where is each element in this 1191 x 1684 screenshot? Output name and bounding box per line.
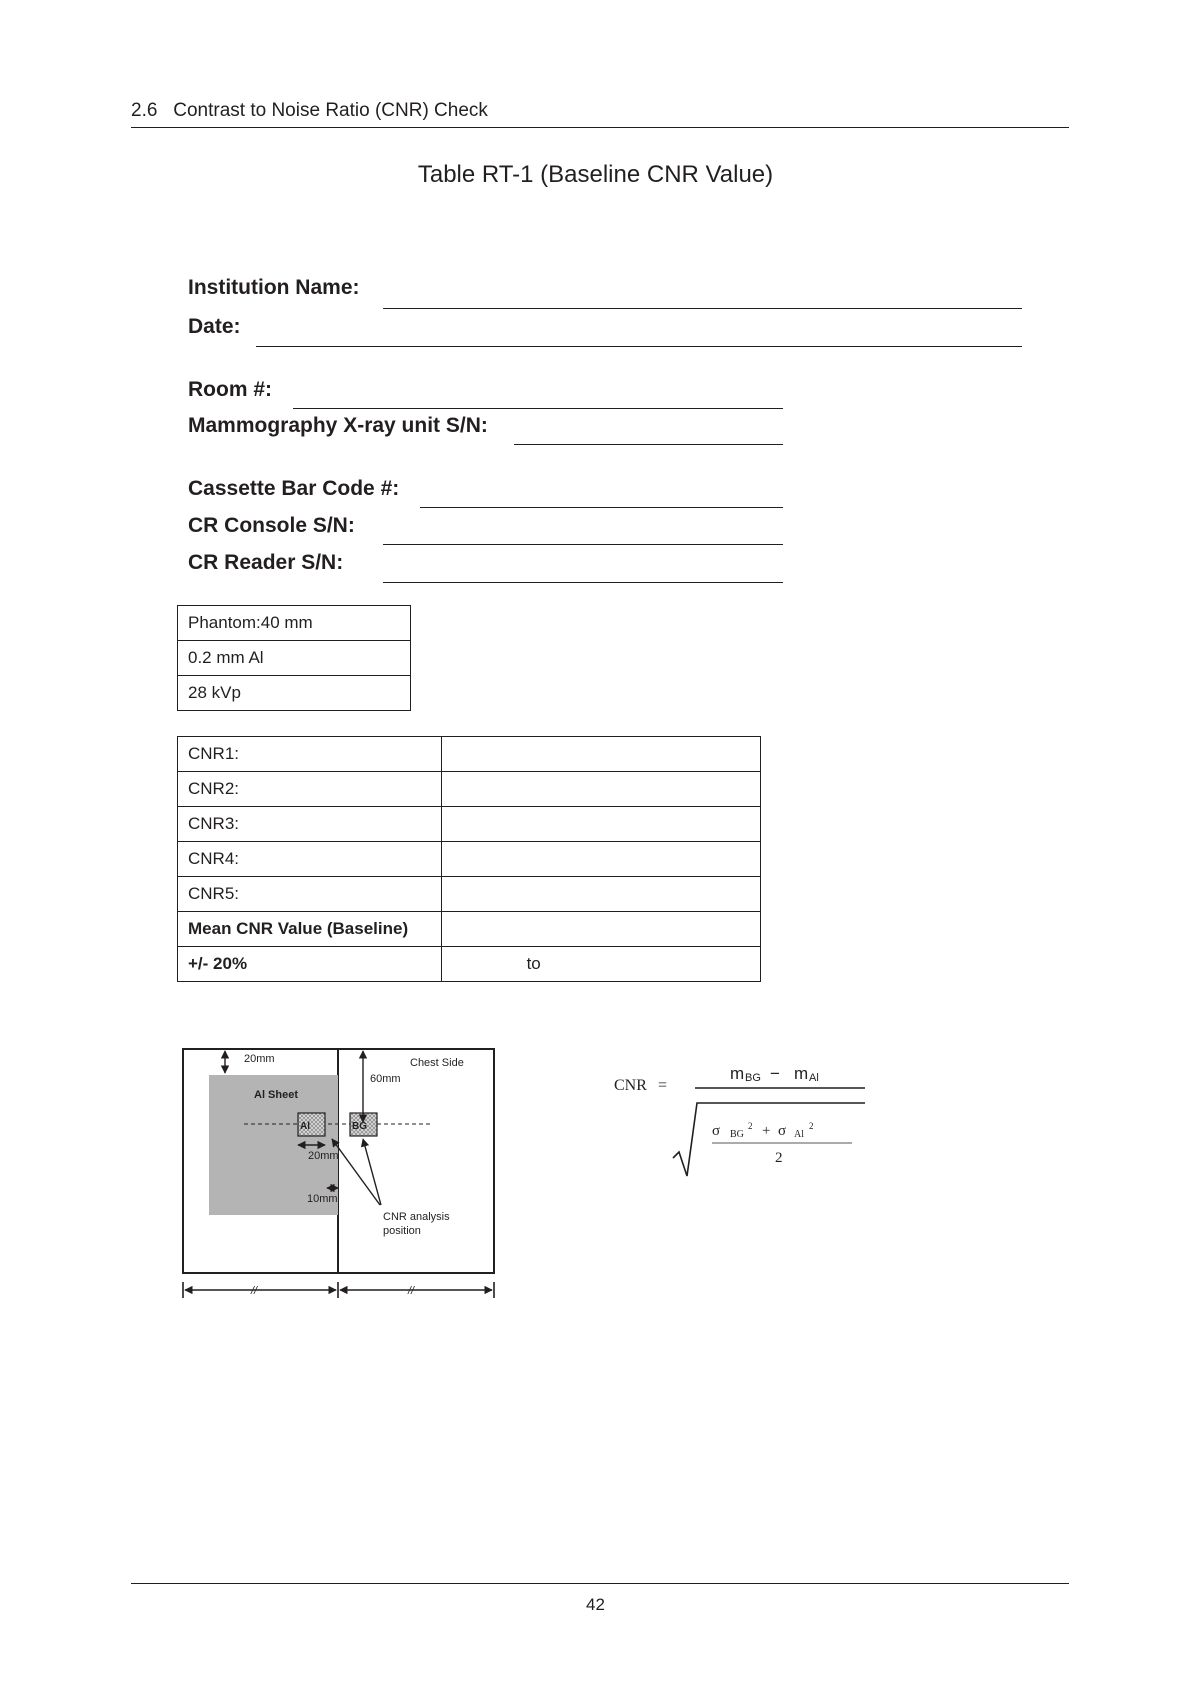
room-line[interactable]	[293, 408, 783, 409]
table-row	[178, 676, 411, 711]
header-rule	[131, 127, 1069, 128]
equal-mark-left: //	[251, 1285, 258, 1297]
kvp: 28 kVp	[178, 676, 411, 711]
numerator-m-bg: m	[730, 1064, 745, 1083]
cnr-analysis-label-2: position	[383, 1225, 421, 1237]
room-label: Room #:	[188, 378, 272, 401]
cnr-position-diagram	[170, 1040, 510, 1305]
cnr-formula	[600, 1055, 880, 1185]
cnr1-value[interactable]	[441, 737, 760, 772]
roi-al-label: Al	[300, 1121, 310, 1132]
sigma-bg: σ	[712, 1123, 721, 1139]
console-sn-line[interactable]	[383, 544, 783, 545]
date-line[interactable]	[256, 346, 1022, 347]
sigma-bg-sub: BG	[730, 1129, 744, 1140]
cnr4-value[interactable]	[441, 842, 760, 877]
roi-bg-label: BG	[352, 1121, 367, 1132]
sigma-bg-sup: 2	[748, 1121, 753, 1131]
footer-rule	[131, 1583, 1069, 1584]
date-label: Date:	[188, 315, 241, 338]
cnr-table	[177, 736, 761, 982]
range-to: to	[526, 954, 541, 973]
dim-top-label: 20mm	[244, 1053, 275, 1065]
institution-name-label: Institution Name:	[188, 276, 360, 299]
cnr5-value[interactable]	[441, 877, 760, 912]
cnr2-value[interactable]	[441, 772, 760, 807]
cassette-line[interactable]	[420, 507, 783, 508]
square-root-sign	[673, 1103, 865, 1176]
phantom-thickness: Phantom:40 mm	[178, 606, 411, 641]
numerator-m-al: m	[794, 1064, 809, 1083]
dim-10-label: 10mm	[307, 1193, 338, 1205]
equal-mark-right: //	[408, 1285, 415, 1297]
cnr3-value[interactable]	[441, 807, 760, 842]
institution-name-line[interactable]	[383, 308, 1022, 309]
cnr2-label: CNR2:	[178, 772, 442, 807]
reader-sn-label: CR Reader S/N:	[188, 551, 344, 574]
table-row	[178, 772, 761, 807]
unit-sn-label: Mammography X-ray unit S/N:	[188, 414, 488, 437]
table-row	[178, 606, 411, 641]
dim-60-label: 60mm	[370, 1073, 401, 1085]
table-row	[178, 947, 761, 982]
table-row	[178, 737, 761, 772]
table-row	[178, 807, 761, 842]
cnr-analysis-label-1: CNR analysis	[383, 1211, 450, 1223]
right-panel-frame	[338, 1049, 494, 1273]
page-number: 42	[586, 1595, 605, 1614]
numerator-minus: −	[770, 1064, 780, 1083]
inner-denominator: 2	[775, 1150, 783, 1166]
console-sn-label: CR Console S/N:	[188, 514, 355, 537]
sigma-al-sup: 2	[809, 1121, 814, 1131]
reader-sn-line[interactable]	[383, 582, 783, 583]
cnr5-label: CNR5:	[178, 877, 442, 912]
cnr1-label: CNR1:	[178, 737, 442, 772]
sigma-al-sub: Al	[794, 1129, 804, 1140]
unit-sn-line[interactable]	[514, 444, 783, 445]
section-header: 2.6 Contrast to Noise Ratio (CNR) Check	[131, 100, 488, 121]
al-sheet-label: Al Sheet	[254, 1089, 299, 1101]
table-row	[178, 842, 761, 877]
dim-20-label: 20mm	[308, 1150, 339, 1162]
cnr3-label: CNR3:	[178, 807, 442, 842]
formula-equals: =	[658, 1077, 668, 1094]
mean-cnr-value[interactable]	[441, 912, 760, 947]
table-title	[0, 161, 1191, 189]
cnr4-label: CNR4:	[178, 842, 442, 877]
table-row	[178, 877, 761, 912]
table-row	[178, 641, 411, 676]
formula-lhs: CNR	[614, 1077, 647, 1094]
mean-cnr-label: Mean CNR Value (Baseline)	[178, 912, 442, 947]
chest-side-label: Chest Side	[410, 1057, 464, 1069]
range-label: +/- 20%	[178, 947, 442, 982]
numerator-bg-sub: BG	[745, 1072, 761, 1084]
pointer-to-al	[332, 1139, 380, 1205]
numerator-al-sub: Al	[809, 1072, 819, 1084]
formula-plus: +	[762, 1123, 771, 1139]
phantom-table	[177, 605, 411, 711]
filter-al: 0.2 mm Al	[178, 641, 411, 676]
sigma-al: σ	[778, 1123, 787, 1139]
cassette-label: Cassette Bar Code #:	[188, 477, 400, 500]
table-title-text: Table RT-1 (Baseline CNR Value)	[417, 161, 774, 188]
table-row	[178, 912, 761, 947]
range-value[interactable]	[441, 947, 760, 982]
